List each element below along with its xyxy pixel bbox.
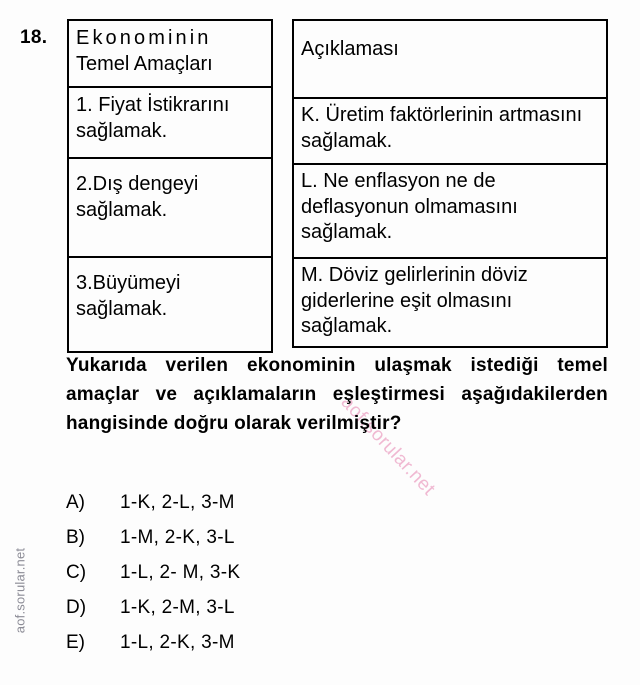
option-c-letter: C) [66, 562, 87, 583]
table-row [293, 20, 607, 98]
option-d-text: 1-K, 2-M, 3-L [120, 597, 235, 618]
option-e[interactable] [66, 632, 466, 667]
goals-table [67, 19, 273, 353]
vertical-watermark: aof.sorular.net [12, 547, 28, 634]
table-row [293, 98, 607, 164]
goal-item-1: 1. Fiyat İstikrarını sağlamak. [68, 87, 272, 158]
option-a-text: 1-K, 2-L, 3-M [120, 492, 235, 513]
goals-table-header [68, 20, 272, 87]
explanation-item-k: K. Üretim faktörlerinin artmasını sağlamak. [293, 98, 607, 164]
option-d[interactable] [66, 597, 466, 632]
explanation-item-m: M. Döviz gelirlerinin döviz giderlerine eşit olmasını sağlamak. [293, 258, 607, 347]
table-row [68, 257, 272, 352]
table-row [68, 87, 272, 158]
option-a[interactable] [66, 492, 466, 527]
answer-options [66, 492, 466, 667]
question-number: 18. [20, 27, 48, 48]
option-a-letter: A) [66, 492, 85, 513]
goal-item-3: 3.Büyümeyi sağlamak. [68, 257, 272, 352]
explanations-table-header: Açıklaması [293, 20, 607, 98]
table-row [293, 164, 607, 258]
table-row [293, 258, 607, 347]
goal-item-2: 2.Dış dengeyi sağlamak. [68, 158, 272, 257]
option-b-letter: B) [66, 527, 85, 548]
option-c[interactable] [66, 562, 466, 597]
goals-header-line-2: Temel Amaçları [76, 52, 213, 75]
option-b-text: 1-M, 2-K, 3-L [120, 527, 235, 548]
table-row [68, 158, 272, 257]
diagonal-watermark: aof.sorular.net [336, 392, 440, 500]
option-d-letter: D) [66, 597, 87, 618]
question-stem: Yukarıda verilen ekonominin ulaşmak istediği temel amaçlar ve açıklamaların eşleştirmesi aşağıdakilerden hangisinde doğru olarak verilmiştir? [66, 355, 608, 434]
explanations-table [292, 19, 608, 348]
option-b[interactable] [66, 527, 466, 562]
option-c-text: 1-L, 2- M, 3-K [120, 562, 241, 583]
goals-header-line-1: Ekonominin [76, 27, 212, 49]
explanation-item-l: L. Ne enflasyon ne de deflasyonun olmamasını sağlamak. [293, 164, 607, 258]
option-e-letter: E) [66, 632, 85, 653]
option-e-text: 1-L, 2-K, 3-M [120, 632, 235, 653]
table-row [68, 20, 272, 87]
